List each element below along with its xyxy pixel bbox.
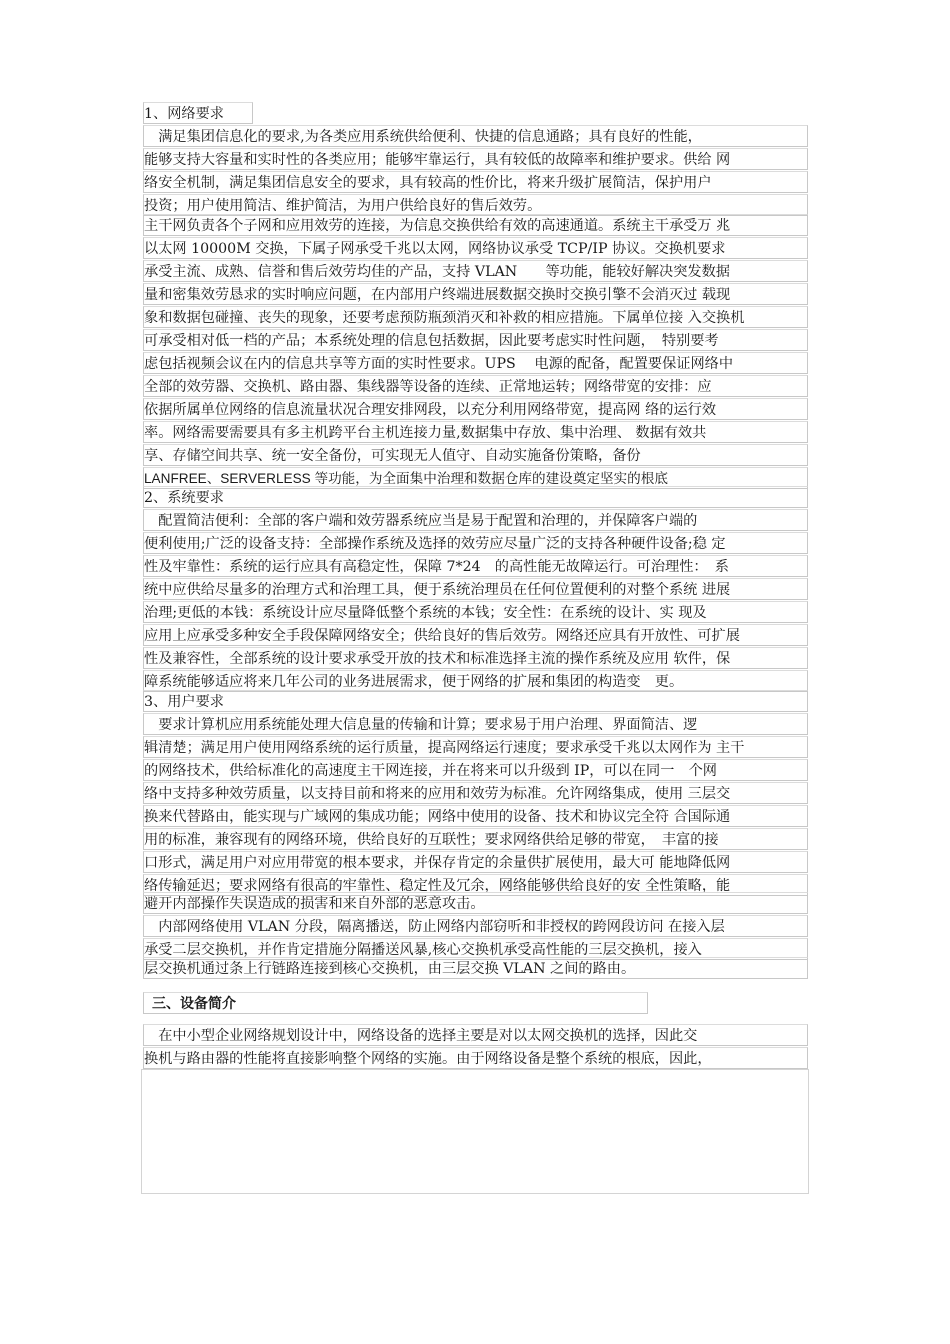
paragraph-line: 的网络技术，供给标准化的高速度主干网连接，并在将来可以升级到 IP，可以在同一 个网 (143, 759, 808, 781)
paragraph-line: 统中应供给尽量多的治理方式和治理工具，便于系统治理员在任何位置便利的对整个系统 进展 (143, 578, 808, 600)
paragraph-line: 用的标准，兼容现有的网络环境，供给良好的互联性；要求网络供给足够的带宽， 丰富的接 (143, 828, 808, 850)
paragraph-line: 享、存储空间共享、统一安全备份，可实现无人值守、自动实施备份策略，备份 (143, 444, 808, 466)
paragraph-line: 依据所属单位网络的信息流量状况合理安排网段，以充分利用网络带宽，提高网 络的运行效 (143, 398, 808, 420)
section-heading: 三、设备简介 (143, 992, 648, 1014)
paragraph-line: 避开内部操作失误造成的损害和来自外部的恶意攻击。 (143, 892, 808, 914)
paragraph-line: 换机与路由器的性能将直接影响整个网络的实施。由于网络设备是整个系统的根底，因此， (143, 1047, 808, 1069)
paragraph-line: 满足集团信息化的要求,为各类应用系统供给便利、快捷的信息通路；具有良好的性能， (143, 125, 808, 147)
paragraph-line: 络安全机制，满足集团信息安全的要求，具有较高的性价比，将来升级扩展简洁，保护用户 (143, 171, 808, 193)
paragraph-line: 治理;更低的本钱：系统设计应尽量降低整个系统的本钱；安全性：在系统的设计、实 现及 (143, 601, 808, 623)
paragraph-line: 性及牢靠性：系统的运行应具有高稳定性，保障 7*24 的高性能无故障运行。可治理性： 系 (143, 555, 808, 577)
paragraph-line: 承受二层交换机，并作肯定措施分隔播送风暴,核心交换机承受高性能的三层交换机，接入 (143, 938, 808, 960)
paragraph-line: LANFREE、SERVERLESS 等功能，为全面集中治理和数据仓库的建设奠定坚实的根底 (143, 467, 808, 489)
section-heading: 1、网络要求 (143, 102, 253, 124)
paragraph-line: 在中小型企业网络规划设计中，网络设备的选择主要是对以太网交换机的选择，因此交 (143, 1024, 808, 1046)
paragraph-line: 可承受相对低一档的产品；本系统处理的信息包括数据，因此要考虑实时性问题， 特别要考 (143, 329, 808, 351)
paragraph-line: 量和密集效劳恳求的实时响应问题，在内部用户终端进展数据交换时交换引擎不会消灭过 载现 (143, 283, 808, 305)
paragraph-line: 性及兼容性，全部系统的设计要求承受开放的技术和标准选择主流的操作系统及应用 软件，保 (143, 647, 808, 669)
paragraph-line: 能够支持大容量和实时性的各类应用；能够牢靠运行，具有较低的故障率和维护要求。供给 网 (143, 148, 808, 170)
paragraph-line: 象和数据包碰撞、丧失的现象，还要考虑预防瓶颈消灭和补救的相应措施。下属单位接 入交换机 (143, 306, 808, 328)
paragraph-line: 络中支持多种效劳质量，以支持目前和将来的应用和效劳为标准。允许网络集成，使用 三层交 (143, 782, 808, 804)
paragraph-line: 辑清楚；满足用户使用网络系统的运行质量，提高网络运行速度；要求承受千兆以太网作为 主干 (143, 736, 808, 758)
paragraph-line: 主干网负责各个子网和应用效劳的连接，为信息交换供给有效的高速通道。系统主干承受万 兆 (143, 214, 808, 236)
section-heading: 3、用户要求 (143, 690, 808, 712)
paragraph-line: 层交换机通过条上行链路连接到核心交换机，由三层交换 VLAN 之间的路由。 (143, 957, 808, 979)
empty-content-box (141, 1069, 809, 1194)
paragraph-line: 承受主流、成熟、信誉和售后效劳均佳的产品，支持 VLAN 等功能，能较好解决突发数据 (143, 260, 808, 282)
paragraph-line: 要求计算机应用系统能处理大信息量的传输和计算；要求易于用户治理、界面简洁、逻 (143, 713, 808, 735)
paragraph-line: 口形式，满足用户对应用带宽的根本要求，并保存肯定的余量供扩展使用，最大可 能地降低网 (143, 851, 808, 873)
paragraph-line: 障系统能够适应将来几年公司的业务进展需求，便于网络的扩展和集团的构造变 更。 (143, 670, 808, 692)
paragraph-line: 应用上应承受多种安全手段保障网络安全；供给良好的售后效劳。网络还应具有开放性、可扩展 (143, 624, 808, 646)
paragraph-line: 全部的效劳器、交换机、路由器、集线器等设备的连续、正常地运转；网络带宽的安排：应 (143, 375, 808, 397)
paragraph-line: 以太网 10000M 交换，下属子网承受千兆以太网，网络协议承受 TCP/IP 协议。交换机要求 (143, 237, 808, 259)
paragraph-line: 络传输延迟；要求网络有很高的牢靠性、稳定性及冗余，网络能够供给良好的安 全性策略，能 (143, 874, 808, 896)
paragraph-line: 便利使用;广泛的设备支持：全部操作系统及选择的效劳应尽量广泛的支持各种硬件设备;稳 定 (143, 532, 808, 554)
paragraph-line: 换来代替路由，能实现与广域网的集成功能；网络中使用的设备、技术和协议完全符 合国际通 (143, 805, 808, 827)
paragraph-line: 投资；用户使用简洁、维护简洁，为用户供给良好的售后效劳。 (143, 194, 808, 216)
paragraph-line: 内部网络使用 VLAN 分段，隔离播送，防止网络内部窃听和非授权的跨网段访问 在接入层 (143, 915, 808, 937)
paragraph-line: 率。网络需要需要具有多主机跨平台主机连接力量,数据集中存放、集中治理、 数据有效共 (143, 421, 808, 443)
paragraph-line: 虑包括视频会议在内的信息共享等方面的实时性要求。UPS 电源的配备，配置要保证网络中 (143, 352, 808, 374)
section-heading: 2、系统要求 (143, 486, 808, 508)
paragraph-line: 配置简洁便利：全部的客户端和效劳器系统应当是易于配置和治理的，并保障客户端的 (143, 509, 808, 531)
